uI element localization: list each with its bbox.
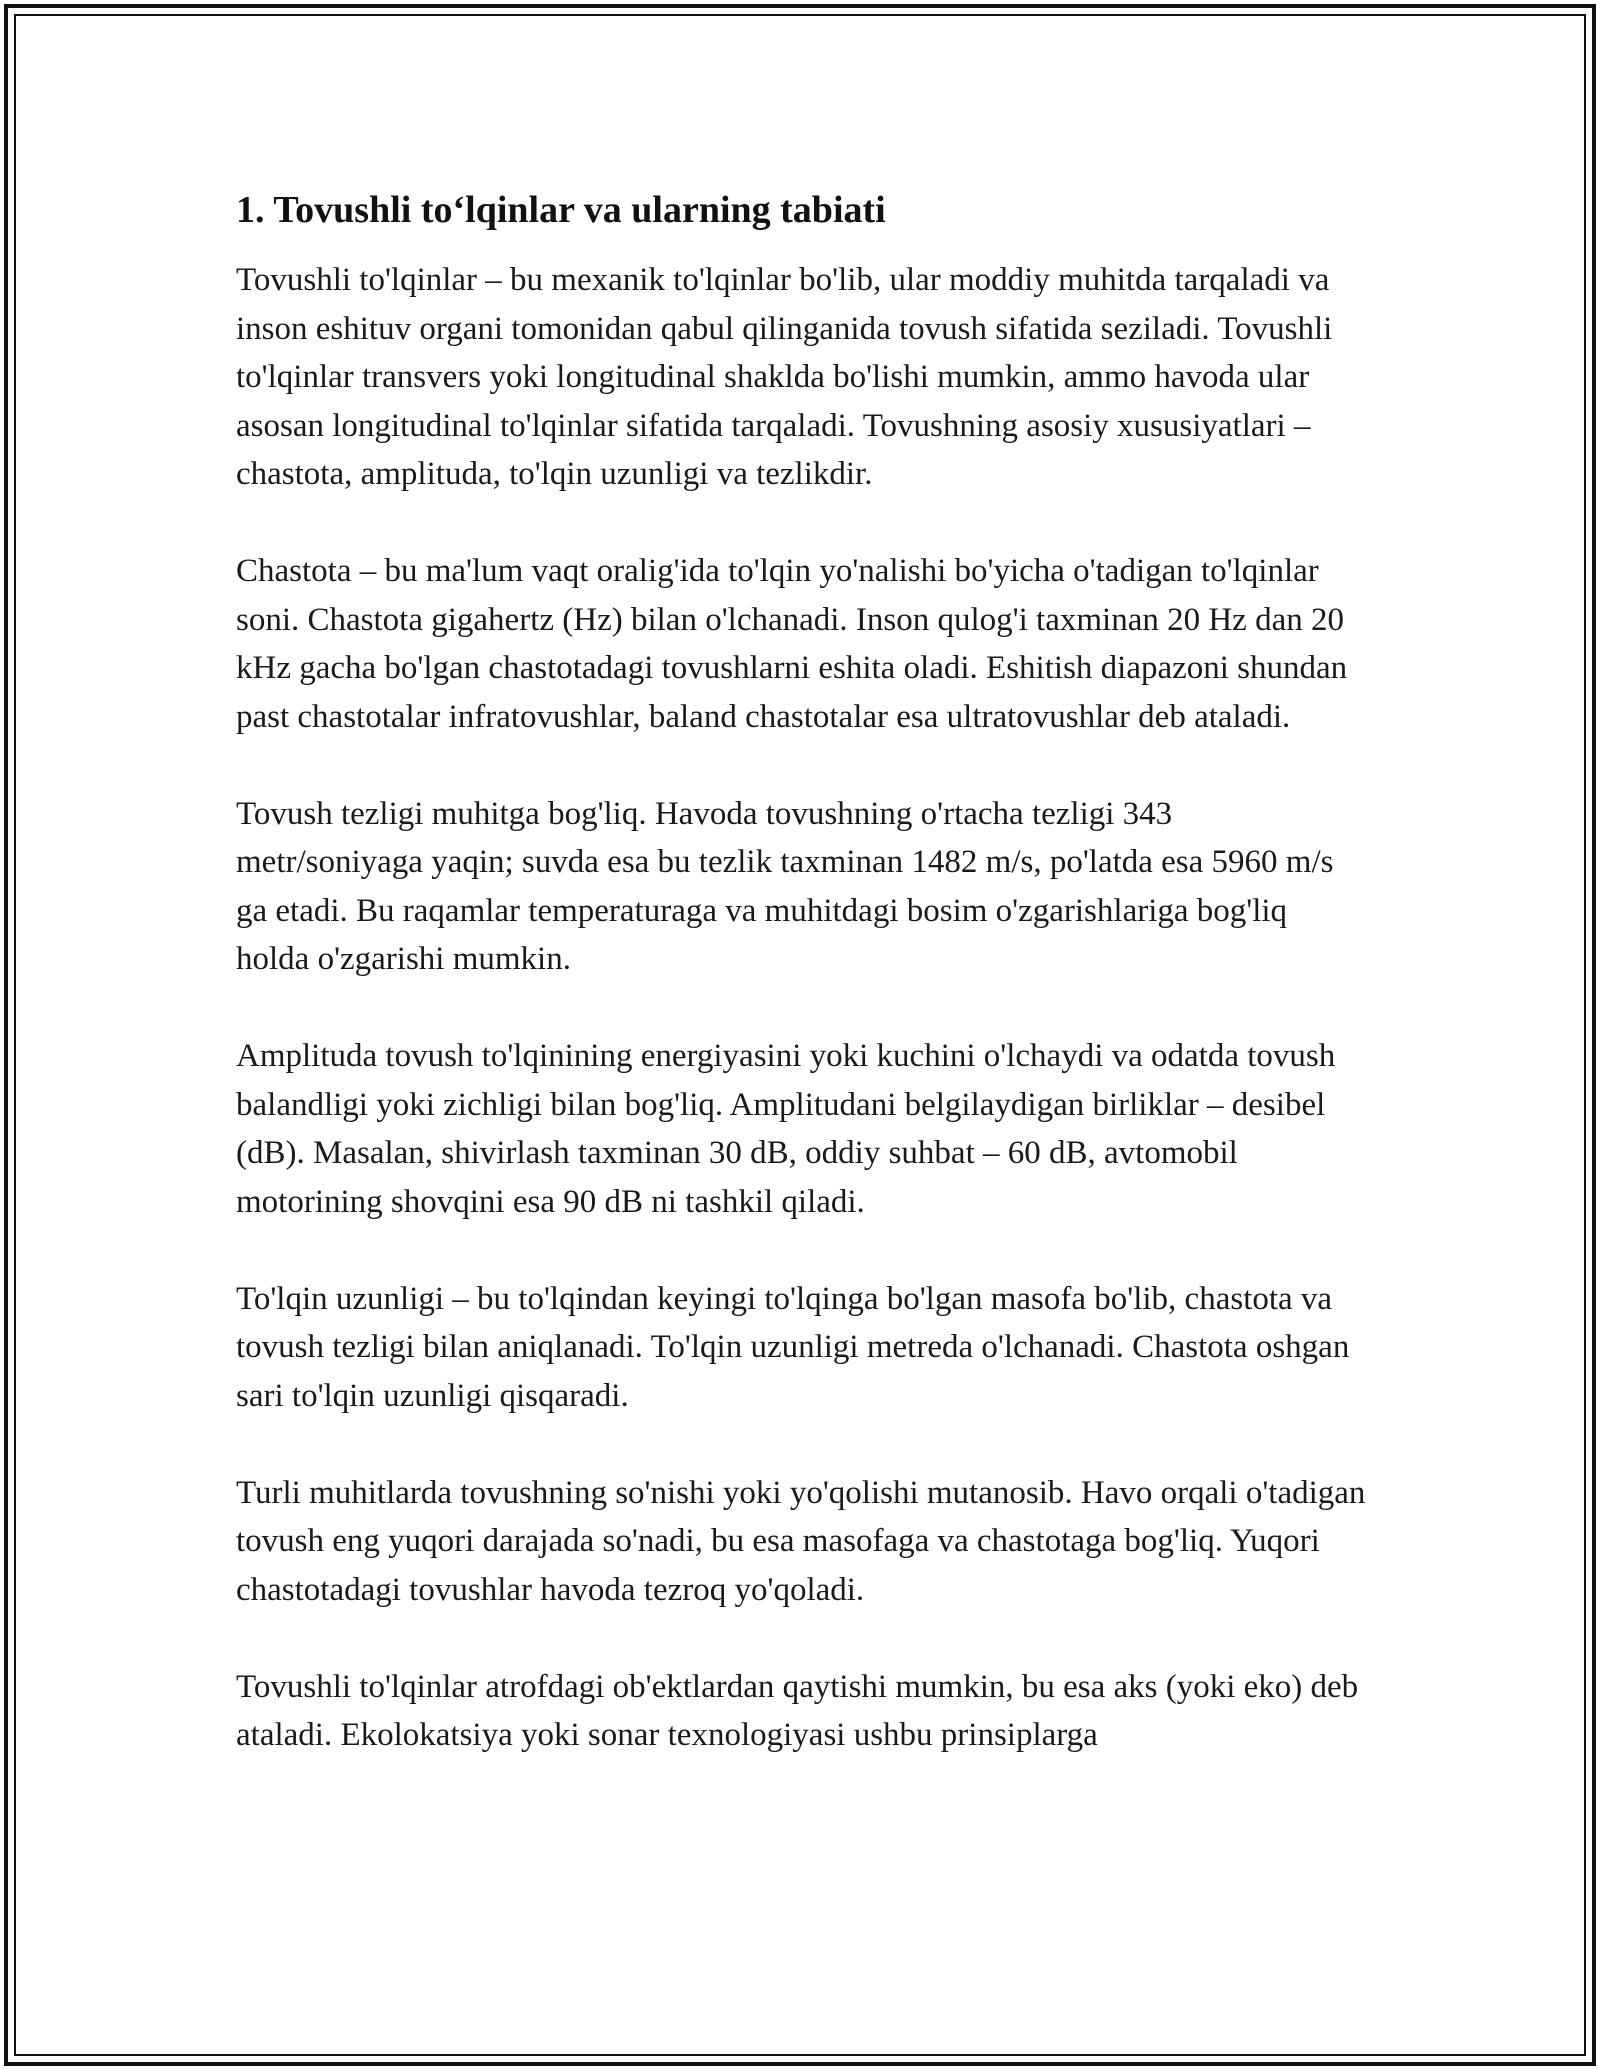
document-body [236, 186, 1366, 1760]
paragraph-attenuation: Turli muhitlarda tovushning so'nishi yoki yo'qolishi mutanosib. Havo orqali o'tadigan tovush eng yuqori darajada so'nadi, bu esa masofaga va chastotaga bog'liq. Yuqori chastotadagi tovushlar havoda tezroq yo'qoladi. [236, 1474, 1366, 1608]
paragraph-speed: Tovush tezligi muhitga bog'liq. Havoda tovushning o'rtacha tezligi 343 metr/soniyaga yaqin; suvda esa bu tezlik taxminan 1482 m/s, po'latda esa 5960 m/s ga etadi. Bu raqamlar temperaturaga va muhitdagi bosim o'zgarishlariga bog'liq holda o'zgarishi mumkin. [236, 795, 1334, 977]
section-heading: 1. Tovushli to‘lqinlar va ularning tabiati [236, 189, 886, 231]
paragraph-frequency: Chastota – bu ma'lum vaqt oralig'ida to'lqin yo'nalishi bo'yicha o'tadigan to'lqinlar soni. Chastota gigahertz (Hz) bilan o'lchanadi. Inson qulog'i taxminan 20 Hz dan 20 kHz gacha bo'lgan chastotadagi tovushlarni eshita oladi. Eshitish diapazoni shundan past chastotalar infratovushlar, baland chastotalar esa ultratovushlar deb ataladi. [236, 553, 1348, 735]
paragraph-echo: Tovushli to'lqinlar atrofdagi ob'ektlardan qaytishi mumkin, bu esa aks (yoki eko) deb ataladi. Ekolokatsiya yoki sonar texnologiyasi ushbu prinsiplarga [236, 1668, 1359, 1753]
paragraph-intro: Tovushli to'lqinlar – bu mexanik to'lqinlar bo'lib, ular moddiy muhitda tarqaladi va inson eshituv organi tomonidan qabul qilinganida tovush sifatida seziladi. Tovushli to'lqinlar transvers yoki longitudinal shaklda bo'lishi mumkin, ammo havoda ular asosan longitudinal to'lqinlar sifatida tarqaladi. Tovushning asosiy xususiyatlari – chastota, amplituda, to'lqin uzunligi va tezlikdir. [236, 262, 1333, 492]
paragraph-amplitude: Amplituda tovush to'lqinining energiyasini yoki kuchini o'lchaydi va odatda tovush balandligi yoki zichligi bilan bog'liq. Amplitudani belgilaydigan birliklar – desibel (dB). Masalan, shivirlash taxminan 30 dB, oddiy suhbat – 60 dB, avtomobil motorining shovqini esa 90 dB ni tashkil qiladi. [236, 1038, 1336, 1220]
paragraph-wavelength: To'lqin uzunligi – bu to'lqindan keyingi to'lqinga bo'lgan masofa bo'lib, chastota va tovush tezligi bilan aniqlanadi. To'lqin uzunligi metreda o'lchanadi. Chastota oshgan sari to'lqin uzunligi qisqaradi. [236, 1280, 1350, 1414]
